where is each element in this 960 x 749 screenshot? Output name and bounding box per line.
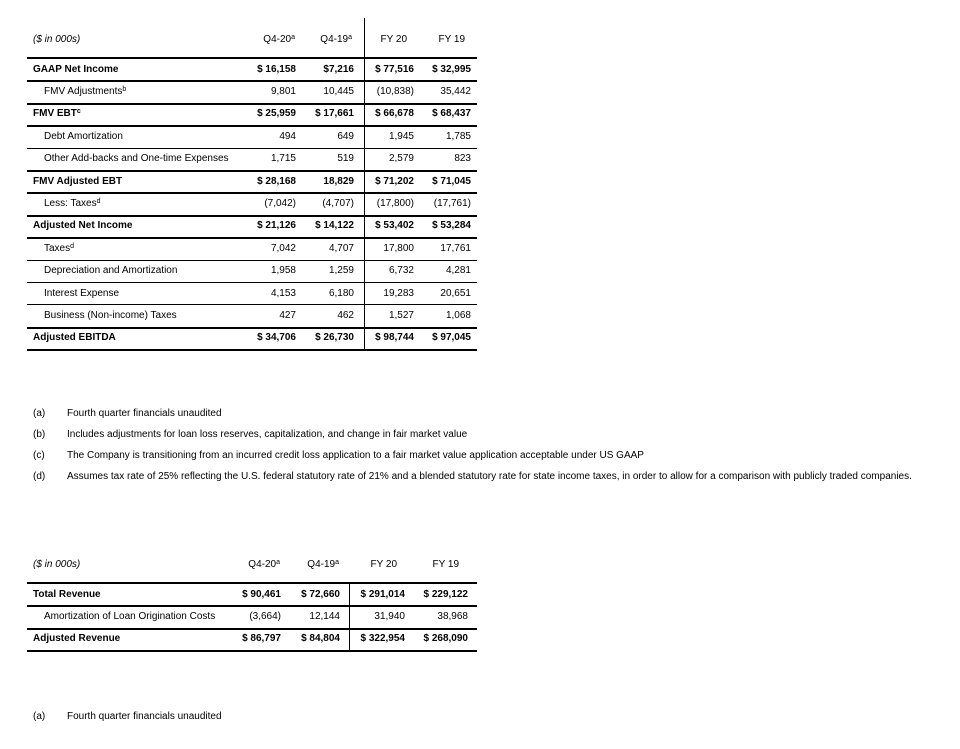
table-cell: 19,283 xyxy=(383,287,414,299)
row-label: FMV Adjustments$^b$ xyxy=(44,86,127,98)
table-cell: (4,707) xyxy=(322,198,354,210)
table-cell: 1,945 xyxy=(388,130,414,142)
table-cell: $ 66,678 xyxy=(375,108,414,120)
table-cell: 1,785 xyxy=(445,130,471,142)
superscript-note: c xyxy=(76,108,81,116)
column-header: Q4-20$^a$ xyxy=(263,33,295,45)
row-label: Interest Expense xyxy=(44,287,120,299)
table-cell: $ 34,706 xyxy=(257,332,296,344)
table-cell: (3,664) xyxy=(249,611,281,623)
table-cell: $ 17,661 xyxy=(315,108,354,120)
column-divider xyxy=(364,18,365,349)
table-row xyxy=(27,304,477,326)
footnote-text: The Company is transitioning from an incurred credit loss application to a fair market value application acceptable under US GAAP xyxy=(67,450,644,461)
table-cell: $ 90,461 xyxy=(242,588,281,600)
table-cell: 1,958 xyxy=(270,265,296,277)
adjusted-ebitda-table xyxy=(27,18,477,350)
table-cell: (7,042) xyxy=(264,198,296,210)
table-cell: 38,968 xyxy=(437,611,468,623)
table-cell: 494 xyxy=(279,130,296,142)
table-row xyxy=(27,237,477,259)
table-cell: 1,527 xyxy=(388,310,414,322)
table-cell: $ 14,122 xyxy=(315,220,354,232)
table-header-row xyxy=(27,28,477,50)
column-header: Q4-20$^a$ xyxy=(248,558,280,570)
table-cell: $ 32,995 xyxy=(432,63,471,75)
footnote-text: Fourth quarter financials unaudited xyxy=(67,711,222,722)
table-row xyxy=(27,628,477,650)
table-row xyxy=(27,583,477,605)
table-cell: 4,153 xyxy=(270,287,296,299)
row-label: Depreciation and Amortization xyxy=(44,265,178,277)
table-row xyxy=(27,215,477,237)
table-cell: 6,732 xyxy=(388,265,414,277)
superscript-note: b xyxy=(122,86,127,94)
table-row xyxy=(27,58,477,80)
table-cell: $ 53,402 xyxy=(375,220,414,232)
table-cell: $ 229,122 xyxy=(423,588,468,600)
table-cell: 1,259 xyxy=(328,265,354,277)
table-row xyxy=(27,192,477,214)
table-cell: 10,445 xyxy=(323,86,354,98)
table-cell: $ 28,168 xyxy=(257,175,296,187)
superscript-note: a xyxy=(348,33,352,41)
table-row xyxy=(27,170,477,192)
table-cell: 649 xyxy=(337,130,354,142)
table-cell: $ 25,959 xyxy=(257,108,296,120)
superscript-note: a xyxy=(291,33,295,41)
table-cell: 4,707 xyxy=(328,242,354,254)
table-row xyxy=(27,282,477,304)
table-cell: 31,940 xyxy=(374,611,405,623)
table-cell: 2,579 xyxy=(388,153,414,165)
table-cell: $ 21,126 xyxy=(257,220,296,232)
row-label: Total Revenue xyxy=(33,588,101,600)
table-cell: $7,216 xyxy=(323,63,354,75)
superscript-note: a xyxy=(276,558,280,566)
superscript-note: d xyxy=(96,198,101,206)
row-label: Adjusted EBITDA xyxy=(33,332,116,344)
table-cell: 35,442 xyxy=(440,86,471,98)
table-cell: 17,761 xyxy=(440,242,471,254)
row-label: Adjusted Net Income xyxy=(33,220,133,232)
table-cell: $ 322,954 xyxy=(360,633,405,645)
table-cell: $ 84,804 xyxy=(301,633,340,645)
table-cell: 462 xyxy=(337,310,354,322)
row-label: Debt Amortization xyxy=(44,130,123,142)
table-cell: 519 xyxy=(337,153,354,165)
table-cell: $ 77,516 xyxy=(375,63,414,75)
table-cell: 1,068 xyxy=(445,310,471,322)
table-row xyxy=(27,125,477,147)
row-label: FMV EBT$^c$ xyxy=(33,108,81,120)
row-label: Taxes$^d$ xyxy=(44,242,75,254)
table-row xyxy=(27,80,477,102)
adjusted-revenue-table xyxy=(27,543,477,653)
column-divider xyxy=(349,583,350,650)
table-cell: $ 68,437 xyxy=(432,108,471,120)
table-cell: 9,801 xyxy=(270,86,296,98)
table-cell: (10,838) xyxy=(376,86,414,98)
row-rule xyxy=(27,650,477,652)
table-row xyxy=(27,103,477,125)
row-label: Business (Non-income) Taxes xyxy=(44,310,177,322)
column-header: FY 20 xyxy=(370,558,397,570)
table-row xyxy=(27,605,477,627)
footnote-letter: (d) xyxy=(33,471,46,482)
row-label: Other Add-backs and One-time Expenses xyxy=(44,153,229,165)
row-label: FMV Adjusted EBT xyxy=(33,175,123,187)
table-cell: $ 71,202 xyxy=(375,175,414,187)
table-cell: $ 16,158 xyxy=(257,63,296,75)
table-row xyxy=(27,148,477,170)
footnote-letter: (a) xyxy=(33,408,46,419)
table-cell: (17,761) xyxy=(433,198,471,210)
column-header: FY 20 xyxy=(380,33,407,45)
footnote-text: Fourth quarter financials unaudited xyxy=(67,408,222,419)
table-cell: 1,715 xyxy=(270,153,296,165)
footnote-letter: (a) xyxy=(33,711,46,722)
table-cell: 17,800 xyxy=(383,242,414,254)
footnote-letter: (c) xyxy=(33,450,45,461)
table-cell: 12,144 xyxy=(309,611,340,623)
table-cell: 7,042 xyxy=(270,242,296,254)
column-header: FY 19 xyxy=(432,558,459,570)
table-cell: $ 86,797 xyxy=(242,633,281,645)
table-header-row xyxy=(27,553,477,575)
table-row xyxy=(27,327,477,349)
table-cell: 427 xyxy=(279,310,296,322)
table-cell: 18,829 xyxy=(323,175,354,187)
table-cell: 4,281 xyxy=(445,265,471,277)
column-header: FY 19 xyxy=(438,33,465,45)
unit-label: ($ in 000s) xyxy=(33,33,81,45)
footnote-text: Includes adjustments for loan loss reserves, capitalization, and change in fair market value xyxy=(67,429,468,440)
table-cell: $ 72,660 xyxy=(301,588,340,600)
superscript-note: d xyxy=(70,242,75,250)
footnote-letter: (b) xyxy=(33,429,46,440)
table-cell: (17,800) xyxy=(376,198,414,210)
column-header: Q4-19$^a$ xyxy=(307,558,339,570)
row-rule xyxy=(27,349,477,351)
row-label: Less: Taxes$^d$ xyxy=(44,198,101,210)
table-cell: $ 268,090 xyxy=(423,633,468,645)
table-cell: $ 291,014 xyxy=(360,588,405,600)
row-label: Adjusted Revenue xyxy=(33,633,121,645)
table-cell: $ 53,284 xyxy=(432,220,471,232)
table-cell: 20,651 xyxy=(440,287,471,299)
footnotes-block-2 xyxy=(33,706,433,728)
table-row xyxy=(27,260,477,282)
table-cell: $ 26,730 xyxy=(315,332,354,344)
table-cell: 6,180 xyxy=(328,287,354,299)
row-label: Amortization of Loan Origination Costs xyxy=(44,611,216,623)
column-header: Q4-19$^a$ xyxy=(320,33,352,45)
row-label: GAAP Net Income xyxy=(33,63,119,75)
table-cell: 823 xyxy=(454,153,471,165)
footnotes-block xyxy=(33,403,933,513)
unit-label: ($ in 000s) xyxy=(33,558,81,570)
table-cell: $ 97,045 xyxy=(432,332,471,344)
footnote-text: Assumes tax rate of 25% reflecting the U.S. federal statutory rate of 21% and a blended statutory rate for state income taxes, in order to allow for a comparison with publicly traded companies. xyxy=(67,471,912,482)
table-cell: $ 98,744 xyxy=(375,332,414,344)
superscript-note: a xyxy=(335,558,339,566)
table-cell: $ 71,045 xyxy=(432,175,471,187)
